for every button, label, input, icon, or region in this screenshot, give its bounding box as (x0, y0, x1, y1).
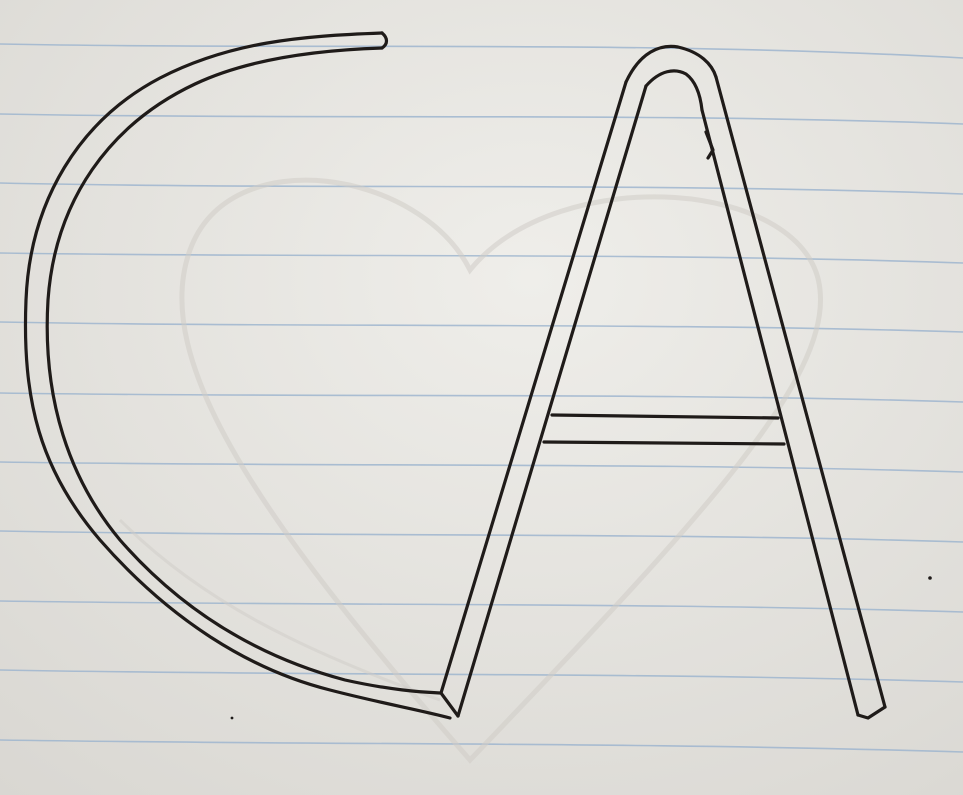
ink-speck (928, 576, 932, 580)
letter-a-crossbar-bottom (544, 442, 784, 444)
ink-speck (231, 717, 234, 720)
